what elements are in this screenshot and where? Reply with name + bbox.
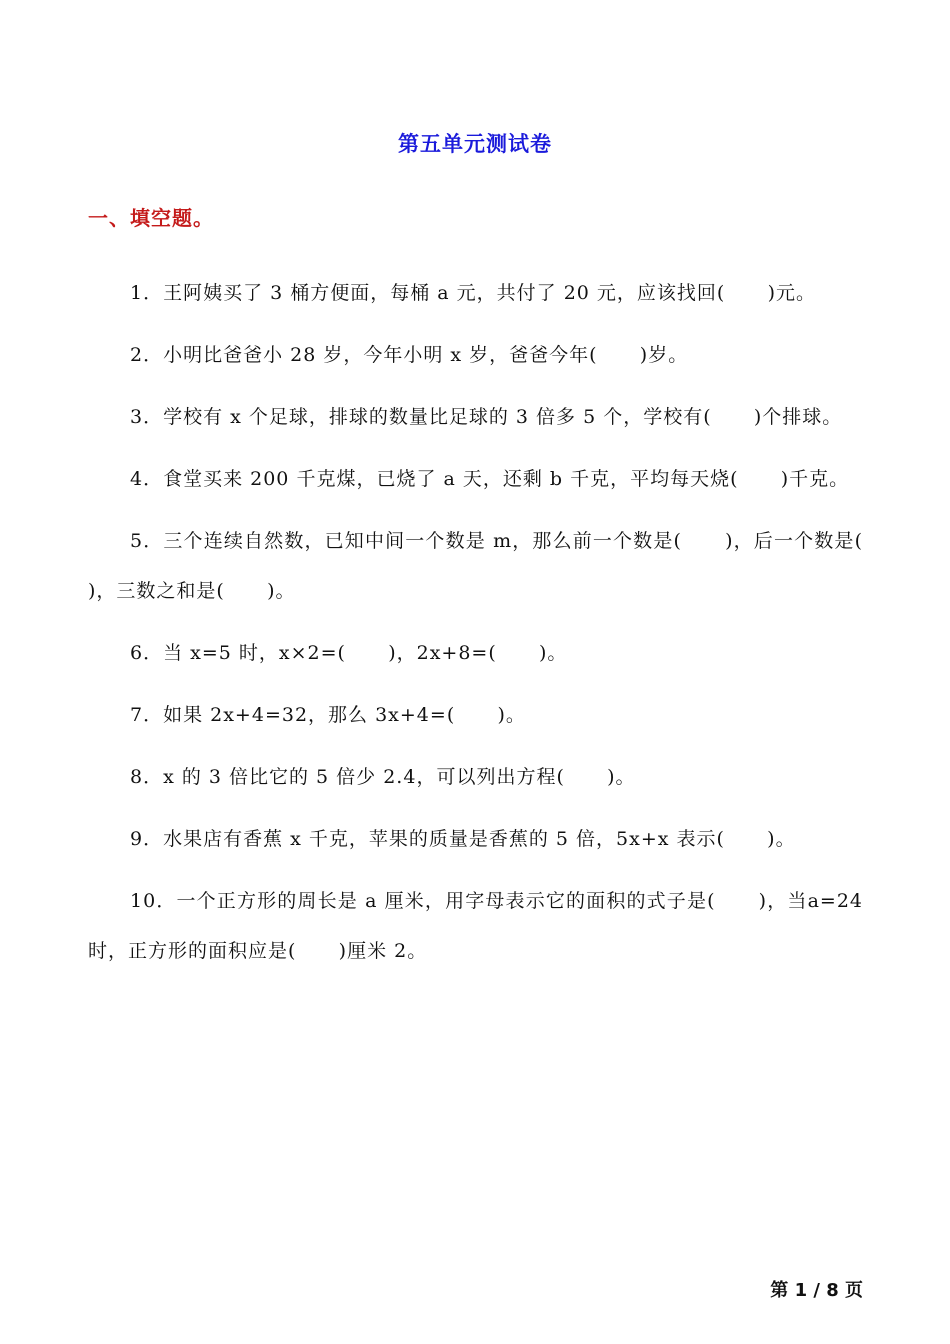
page-number-footer: 第 1 / 8 页 bbox=[770, 1280, 863, 1301]
question-item bbox=[88, 392, 863, 442]
question-text: 三个连续自然数，已知中间一个数是 m，那么前一个数是( )，后一个数是( )，三数之和是( )。 bbox=[88, 530, 906, 602]
question-text: 一个正方形的周长是 a 厘米，用字母表示它的面积的式子是( )，当a=24 时，正方形的面积应是( )厘米 2。 bbox=[88, 890, 871, 962]
question-number: 9． bbox=[130, 828, 164, 850]
question-item bbox=[88, 814, 863, 864]
question-item bbox=[88, 752, 863, 802]
question-number: 5． bbox=[130, 530, 164, 552]
page-title: 第五单元测试卷 bbox=[398, 132, 552, 156]
question-item bbox=[88, 516, 906, 616]
question-number: 3． bbox=[130, 406, 164, 428]
question-number: 2． bbox=[130, 344, 164, 366]
section-heading-fill-in-blank: 一、填空题。 bbox=[88, 206, 214, 230]
question-item bbox=[88, 454, 863, 504]
question-text: 王阿姨买了 3 桶方便面，每桶 a 元，共付了 20 元，应该找回( )元。 bbox=[163, 282, 816, 304]
question-number: 10． bbox=[130, 890, 177, 912]
question-text: 如果 2x+4=32，那么 3x+4=( )。 bbox=[163, 704, 526, 726]
question-text: 当 x=5 时，x×2=( )，2x+8=( )。 bbox=[163, 642, 568, 664]
question-number: 1． bbox=[130, 282, 164, 304]
question-number: 7． bbox=[130, 704, 164, 726]
question-item bbox=[88, 268, 863, 318]
question-item bbox=[88, 690, 863, 740]
question-item bbox=[88, 628, 863, 678]
question-number: 6． bbox=[130, 642, 164, 664]
question-item bbox=[88, 876, 871, 976]
question-number: 4． bbox=[130, 468, 164, 490]
question-number: 8． bbox=[130, 766, 164, 788]
question-text: 学校有 x 个足球，排球的数量比足球的 3 倍多 5 个，学校有( )个排球。 bbox=[163, 406, 843, 428]
question-text: 小明比爸爸小 28 岁，今年小明 x 岁，爸爸今年( )岁。 bbox=[163, 344, 689, 366]
question-text: x 的 3 倍比它的 5 倍少 2.4，可以列出方程( )。 bbox=[163, 766, 636, 788]
question-text: 水果店有香蕉 x 千克，苹果的质量是香蕉的 5 倍，5x+x 表示( )。 bbox=[163, 828, 796, 850]
question-text: 食堂买来 200 千克煤，已烧了 a 天，还剩 b 千克，平均每天烧( )千克。 bbox=[163, 468, 850, 490]
question-list bbox=[88, 268, 906, 988]
question-item bbox=[88, 330, 863, 380]
